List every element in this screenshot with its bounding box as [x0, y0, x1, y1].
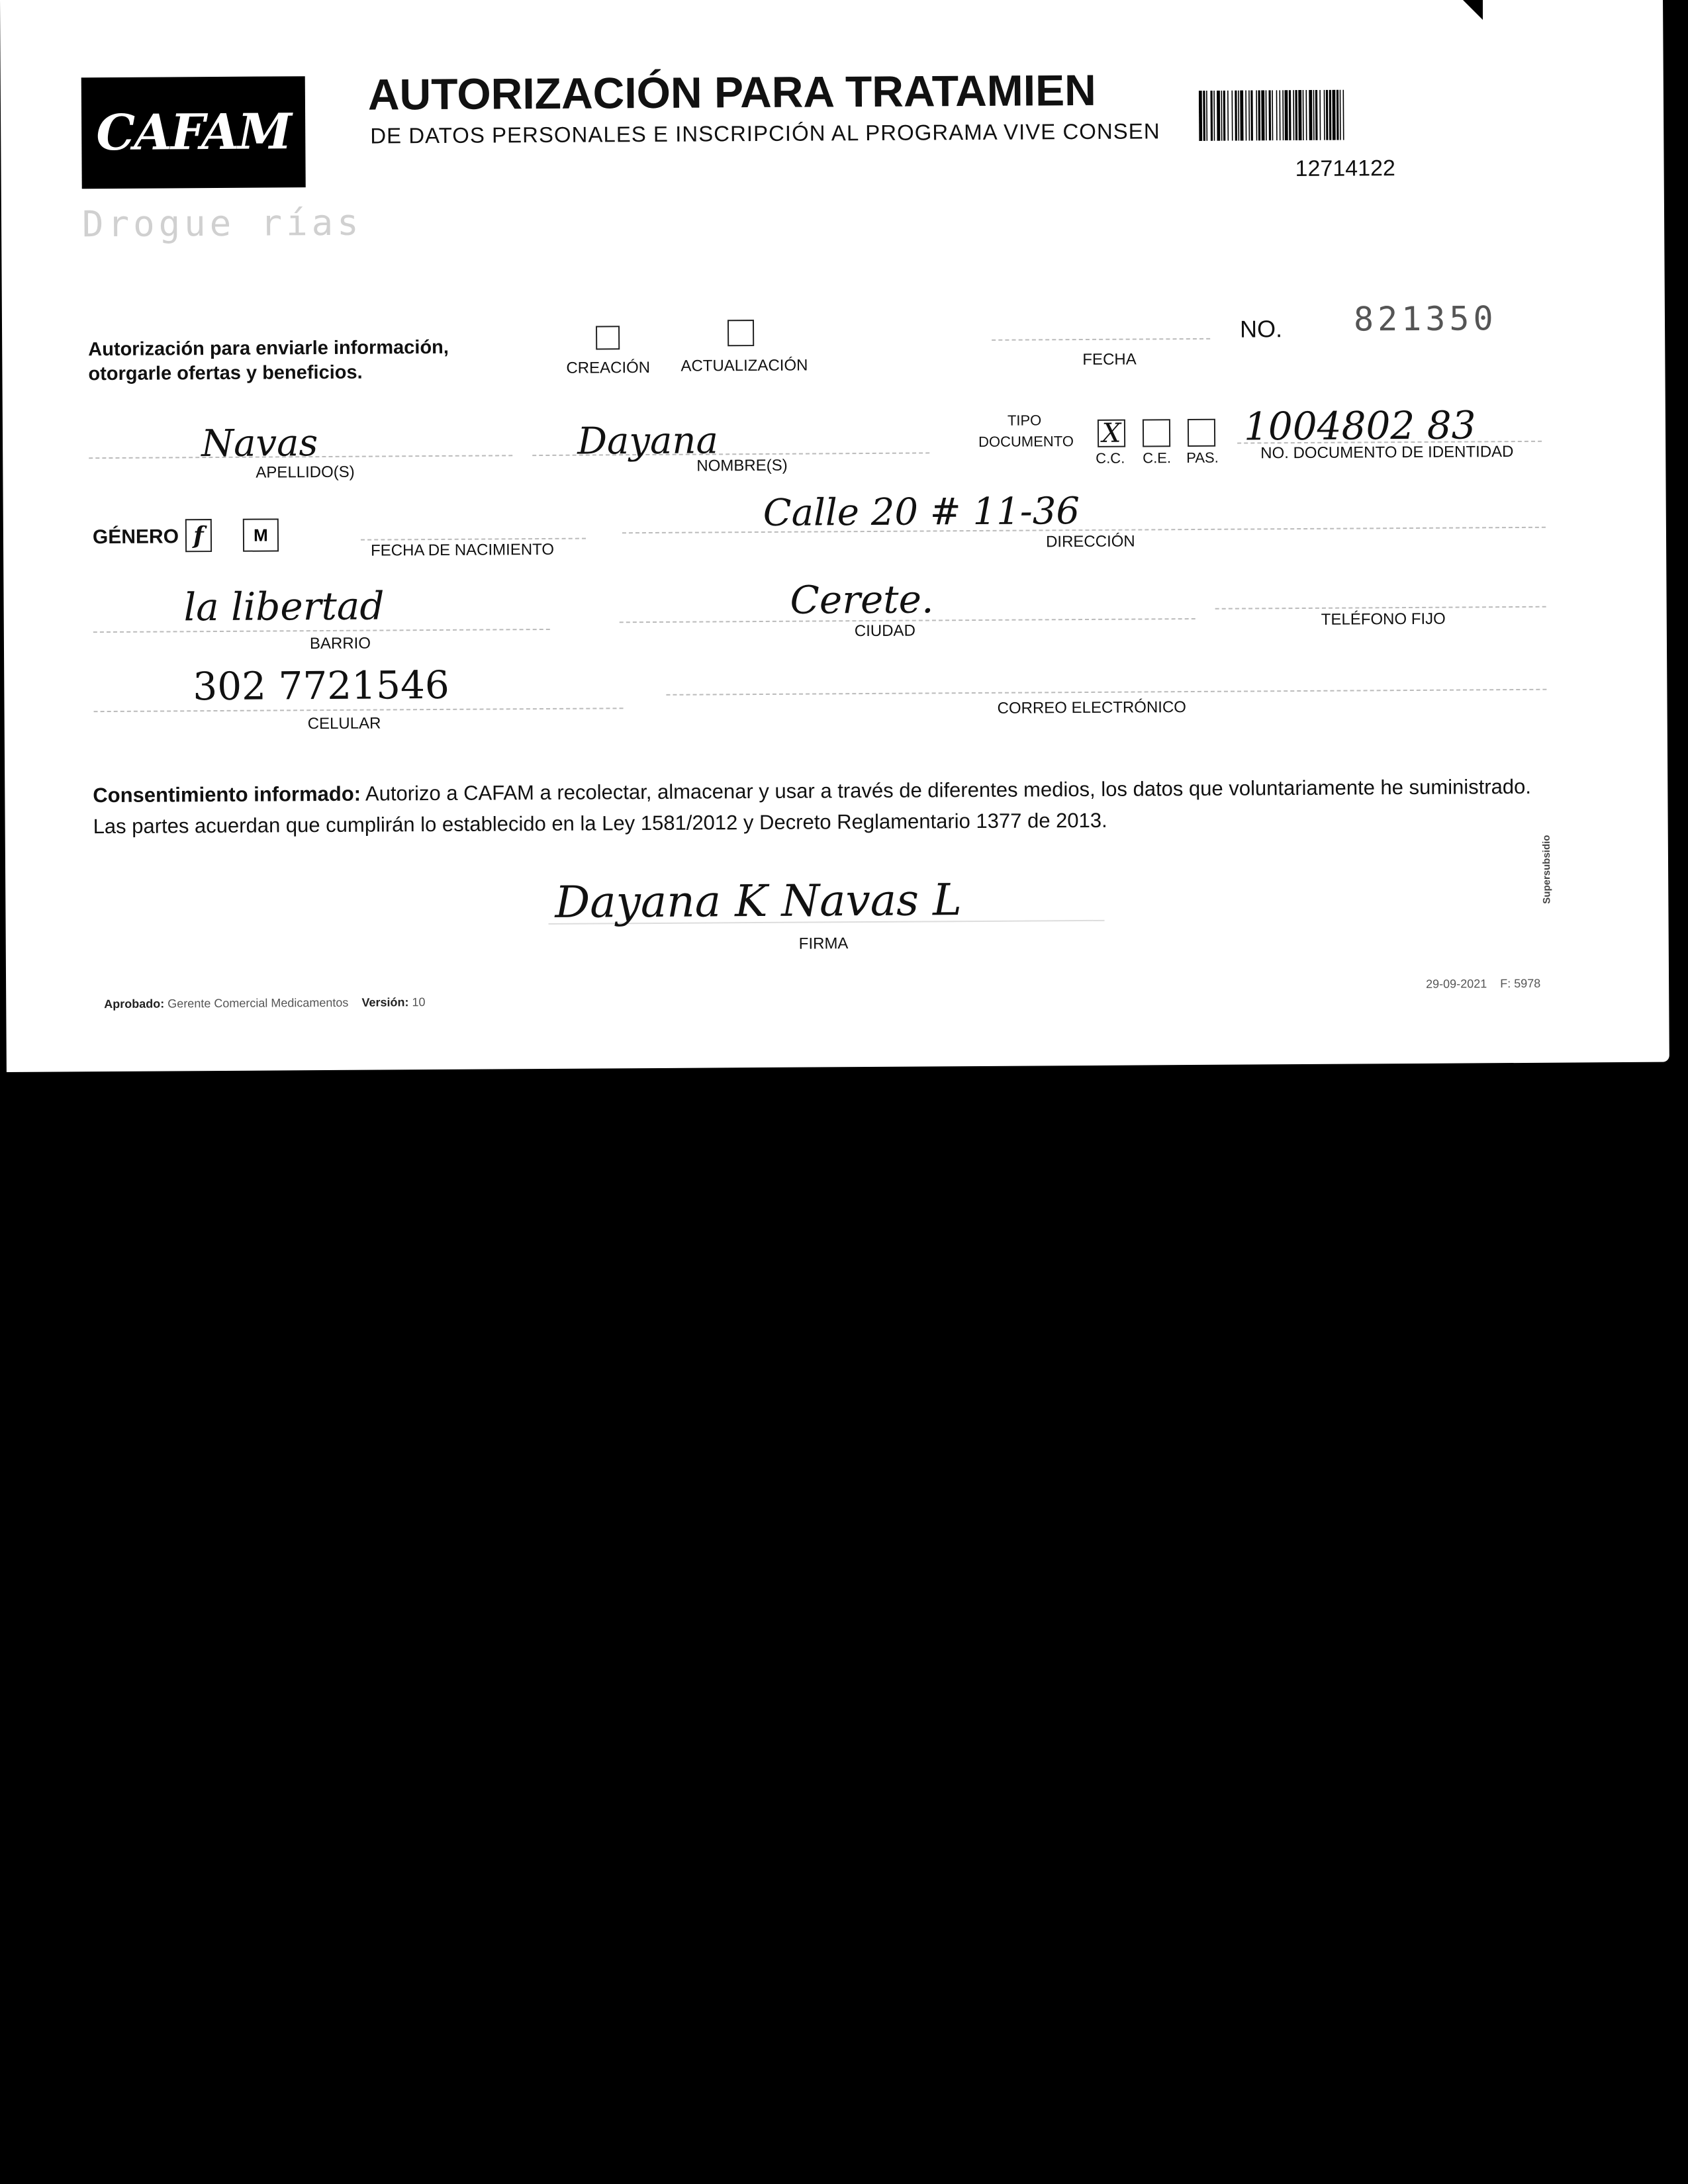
documento-value: 1004802 83 [1243, 402, 1476, 449]
nombres-value: Dayana [577, 419, 719, 463]
barrio-line [93, 629, 550, 633]
pas-checkbox[interactable] [1188, 419, 1215, 447]
cc-label: C.C. [1096, 449, 1125, 467]
barrio-value: la libertad [183, 583, 385, 630]
genero-f-checkbox[interactable] [185, 519, 212, 552]
barcode-number: 12714122 [1295, 156, 1395, 182]
faded-brand-text: Drogue rías [81, 201, 363, 246]
version-label: Versión: [361, 995, 409, 1009]
consent-heading: Consentimiento informado: [93, 782, 361, 807]
fecha-label: FECHA [1082, 350, 1137, 369]
consent-line-1 [93, 775, 1531, 807]
correo-label: CORREO ELECTRÓNICO [997, 698, 1187, 717]
telefono-line [1215, 606, 1546, 610]
version-value: 10 [412, 995, 426, 1009]
actualizacion-label: ACTUALIZACIÓN [680, 356, 808, 375]
pas-label: PAS. [1186, 449, 1219, 467]
celular-line [94, 707, 624, 712]
ce-label: C.E. [1143, 449, 1172, 467]
ciudad-label: CIUDAD [854, 621, 915, 641]
form-title: AUTORIZACIÓN PARA TRATAMIEN [367, 65, 1097, 119]
signature-value: Dayana K Navas L [555, 874, 962, 928]
side-text: Supersubsidio [1540, 835, 1553, 904]
direccion-value: Calle 20 # 11-36 [763, 490, 1080, 535]
footer-approval [104, 995, 425, 1011]
nombres-label: NOMBRE(S) [696, 456, 788, 475]
ce-checkbox[interactable] [1143, 419, 1170, 447]
genero-f-mark: f [193, 522, 204, 550]
footer-codes [1426, 977, 1540, 991]
authorization-form [0, 0, 1669, 1072]
scan-corner-mark [1463, 0, 1483, 20]
telefono-label: TELÉFONO FIJO [1321, 610, 1446, 629]
apellidos-label: APELLIDO(S) [256, 463, 355, 482]
documento-label: NO. DOCUMENTO DE IDENTIDAD [1260, 443, 1514, 463]
celular-label: CELULAR [307, 714, 381, 733]
intro-line-1: Autorización para enviarle información, [88, 336, 449, 361]
tipo-documento-label-1: TIPO [1007, 412, 1042, 429]
cafam-logo [81, 76, 306, 189]
aprobado-label: Aprobado: [104, 997, 165, 1011]
fecha-line [992, 338, 1210, 341]
form-subtitle: DE DATOS PERSONALES E INSCRIPCIÓN AL PROGRAMA VIVE CONSEN [370, 118, 1160, 148]
intro-line-2: otorgarle ofertas y beneficios. [88, 361, 363, 385]
aprobado-value: Gerente Comercial Medicamentos [167, 995, 349, 1011]
ciudad-value: Cerete. [790, 576, 934, 623]
correo-line [666, 689, 1546, 696]
creacion-label: CREACIÓN [566, 359, 651, 377]
form-code: F: 5978 [1500, 976, 1541, 991]
tipo-documento-label-2: DOCUMENTO [978, 433, 1074, 450]
signature-label: FIRMA [798, 934, 849, 953]
date-code: 29-09-2021 [1426, 977, 1487, 991]
logo-text: CAFAM [96, 103, 291, 162]
no-label: NO. [1239, 315, 1283, 343]
barrio-label: BARRIO [309, 634, 371, 653]
actualizacion-checkbox[interactable] [727, 320, 754, 346]
creacion-checkbox[interactable] [596, 326, 620, 349]
barcode [1199, 89, 1464, 140]
consent-text-2: Las partes acuerdan que cumplirán lo establecido en la Ley 1581/2012 y Decreto Reglamentario 1377 de 2013. [93, 808, 1107, 839]
form-number: 821350 [1353, 299, 1497, 339]
celular-value: 302 7721546 [193, 662, 449, 709]
genero-m-checkbox[interactable] [243, 518, 279, 551]
apellidos-value: Navas [201, 422, 318, 466]
fecha-nacimiento-label: FECHA DE NACIMIENTO [371, 540, 555, 560]
cc-checkbox[interactable] [1098, 420, 1125, 447]
cc-mark: X [1102, 418, 1121, 449]
genero-m-label: M [254, 525, 268, 545]
consent-text-1: Autorizo a CAFAM a recolectar, almacenar y usar a través de diferentes medios, los datos que voluntariamente he suministrado. [365, 774, 1532, 805]
direccion-label: DIRECCIÓN [1045, 532, 1135, 551]
genero-label: GÉNERO [92, 525, 179, 549]
